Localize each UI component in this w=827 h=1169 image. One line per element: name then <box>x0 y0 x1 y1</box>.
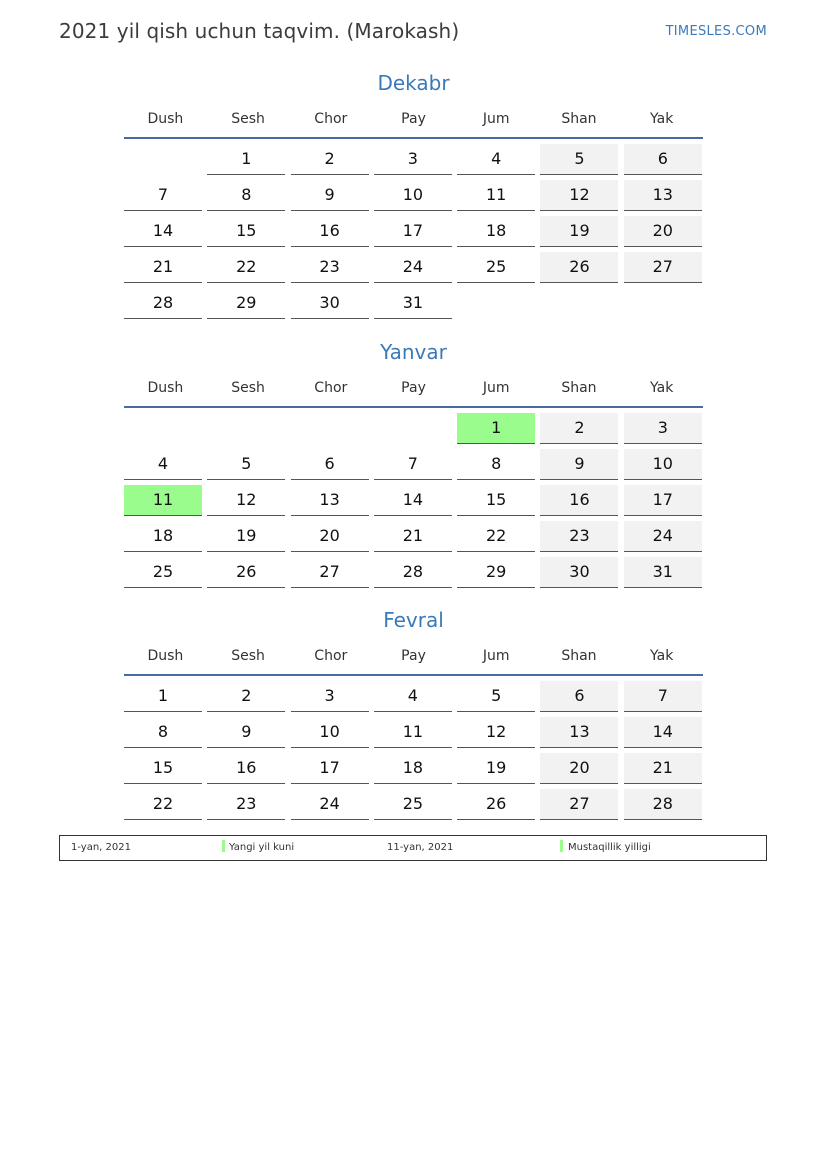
weekday-header <box>124 104 703 139</box>
week-row <box>124 681 703 717</box>
day-cell: 19 <box>207 521 285 552</box>
day-cell: 30 <box>540 557 618 588</box>
day-cell: 28 <box>124 288 202 319</box>
day-cell: 21 <box>624 753 702 784</box>
day-cell: 9 <box>291 180 369 211</box>
month-title: Dekabr <box>377 71 450 95</box>
weekday-label: Pay <box>401 648 426 664</box>
day-cell: 24 <box>624 521 702 552</box>
day-cell: 5 <box>207 449 285 480</box>
day-cell: 7 <box>124 180 202 211</box>
weekday-label: Chor <box>314 111 348 127</box>
day-cell: 11 <box>124 485 202 516</box>
day-cell: 15 <box>207 216 285 247</box>
day-cell: 4 <box>374 681 452 712</box>
day-cell: 22 <box>124 789 202 820</box>
week-row <box>124 789 703 825</box>
holiday-legend <box>59 835 767 861</box>
empty-cell <box>291 413 369 443</box>
weekday-label: Sesh <box>231 380 265 396</box>
day-cell: 25 <box>124 557 202 588</box>
weekday-label: Yak <box>650 380 674 396</box>
day-cell: 7 <box>374 449 452 480</box>
day-cell: 20 <box>291 521 369 552</box>
weekday-label: Sesh <box>231 648 265 664</box>
day-cell: 18 <box>374 753 452 784</box>
day-cell: 19 <box>457 753 535 784</box>
day-cell: 31 <box>624 557 702 588</box>
weekday-label: Jum <box>482 380 510 396</box>
month-0 <box>124 68 703 324</box>
month-title: Fevral <box>383 608 444 632</box>
weeks-grid <box>124 144 703 324</box>
day-cell: 31 <box>374 288 452 319</box>
week-row <box>124 144 703 180</box>
weekday-label: Sesh <box>231 111 265 127</box>
day-cell: 6 <box>291 449 369 480</box>
day-cell: 17 <box>624 485 702 516</box>
weekday-header <box>124 641 703 676</box>
week-row <box>124 449 703 485</box>
weekday-label: Jum <box>482 648 510 664</box>
day-cell: 22 <box>457 521 535 552</box>
month-2 <box>124 605 703 825</box>
day-cell: 11 <box>374 717 452 748</box>
day-cell: 3 <box>624 413 702 444</box>
day-cell: 23 <box>540 521 618 552</box>
day-cell: 10 <box>624 449 702 480</box>
day-cell: 21 <box>374 521 452 552</box>
day-cell: 23 <box>207 789 285 820</box>
week-row <box>124 288 703 324</box>
day-cell: 17 <box>374 216 452 247</box>
page-title: 2021 yil qish uchun taqvim. (Marokash) <box>59 19 460 43</box>
week-row <box>124 717 703 753</box>
day-cell: 25 <box>374 789 452 820</box>
day-cell: 2 <box>540 413 618 444</box>
weekday-label: Chor <box>314 380 348 396</box>
day-cell: 16 <box>291 216 369 247</box>
legend-name-1: Yangi yil kuni <box>229 842 295 853</box>
day-cell: 26 <box>540 252 618 283</box>
day-cell: 27 <box>624 252 702 283</box>
day-cell: 11 <box>457 180 535 211</box>
week-row <box>124 485 703 521</box>
day-cell: 8 <box>457 449 535 480</box>
weekday-label: Chor <box>314 648 348 664</box>
day-cell: 14 <box>624 717 702 748</box>
day-cell: 14 <box>374 485 452 516</box>
day-cell: 17 <box>291 753 369 784</box>
week-row <box>124 180 703 216</box>
day-cell: 8 <box>124 717 202 748</box>
day-cell: 1 <box>457 413 535 444</box>
weekday-header <box>124 373 703 408</box>
day-cell: 20 <box>624 216 702 247</box>
weekday-label: Shan <box>561 648 597 664</box>
day-cell: 5 <box>457 681 535 712</box>
day-cell: 15 <box>457 485 535 516</box>
day-cell: 16 <box>540 485 618 516</box>
weeks-grid <box>124 413 703 593</box>
day-cell: 9 <box>207 717 285 748</box>
day-cell: 13 <box>291 485 369 516</box>
weekday-label: Dush <box>147 380 184 396</box>
day-cell: 26 <box>207 557 285 588</box>
day-cell: 4 <box>457 144 535 175</box>
day-cell: 18 <box>124 521 202 552</box>
day-cell: 7 <box>624 681 702 712</box>
weekday-label: Yak <box>650 111 674 127</box>
day-cell: 25 <box>457 252 535 283</box>
day-cell: 6 <box>540 681 618 712</box>
legend-color-swatch-1 <box>222 840 225 852</box>
week-row <box>124 252 703 288</box>
day-cell: 12 <box>540 180 618 211</box>
day-cell: 4 <box>124 449 202 480</box>
weekday-label: Dush <box>147 111 184 127</box>
day-cell: 2 <box>207 681 285 712</box>
day-cell: 10 <box>291 717 369 748</box>
day-cell: 24 <box>374 252 452 283</box>
day-cell: 13 <box>624 180 702 211</box>
week-row <box>124 216 703 252</box>
day-cell: 16 <box>207 753 285 784</box>
weekday-label: Shan <box>561 380 597 396</box>
day-cell: 12 <box>207 485 285 516</box>
empty-cell <box>457 288 535 318</box>
day-cell: 30 <box>291 288 369 319</box>
day-cell: 6 <box>624 144 702 175</box>
day-cell: 12 <box>457 717 535 748</box>
day-cell: 15 <box>124 753 202 784</box>
day-cell: 18 <box>457 216 535 247</box>
empty-cell <box>540 288 618 318</box>
day-cell: 3 <box>374 144 452 175</box>
legend-date-1: 1-yan, 2021 <box>71 842 131 853</box>
day-cell: 22 <box>207 252 285 283</box>
day-cell: 20 <box>540 753 618 784</box>
day-cell: 19 <box>540 216 618 247</box>
weekday-label: Shan <box>561 111 597 127</box>
day-cell: 3 <box>291 681 369 712</box>
week-row <box>124 521 703 557</box>
empty-cell <box>207 413 285 443</box>
day-cell: 14 <box>124 216 202 247</box>
weekday-label: Yak <box>650 648 674 664</box>
week-row <box>124 413 703 449</box>
day-cell: 24 <box>291 789 369 820</box>
day-cell: 10 <box>374 180 452 211</box>
day-cell: 1 <box>207 144 285 175</box>
day-cell: 28 <box>374 557 452 588</box>
legend-color-swatch-2 <box>560 840 563 852</box>
weekday-label: Pay <box>401 380 426 396</box>
month-1 <box>124 337 703 593</box>
day-cell: 2 <box>291 144 369 175</box>
month-title: Yanvar <box>380 340 447 364</box>
day-cell: 13 <box>540 717 618 748</box>
weekday-label: Jum <box>482 111 510 127</box>
day-cell: 29 <box>457 557 535 588</box>
day-cell: 27 <box>291 557 369 588</box>
day-cell: 27 <box>540 789 618 820</box>
brand-link[interactable]: TIMESLES.COM <box>665 24 767 39</box>
weekday-label: Pay <box>401 111 426 127</box>
weeks-grid <box>124 681 703 825</box>
empty-cell <box>124 144 202 174</box>
weekday-label: Dush <box>147 648 184 664</box>
day-cell: 8 <box>207 180 285 211</box>
legend-name-2: Mustaqillik yilligi <box>568 842 651 853</box>
empty-cell <box>624 288 702 318</box>
day-cell: 5 <box>540 144 618 175</box>
day-cell: 1 <box>124 681 202 712</box>
day-cell: 23 <box>291 252 369 283</box>
empty-cell <box>124 413 202 443</box>
day-cell: 29 <box>207 288 285 319</box>
week-row <box>124 753 703 789</box>
legend-date-2: 11-yan, 2021 <box>387 842 454 853</box>
day-cell: 26 <box>457 789 535 820</box>
empty-cell <box>374 413 452 443</box>
week-row <box>124 557 703 593</box>
day-cell: 28 <box>624 789 702 820</box>
day-cell: 9 <box>540 449 618 480</box>
day-cell: 21 <box>124 252 202 283</box>
